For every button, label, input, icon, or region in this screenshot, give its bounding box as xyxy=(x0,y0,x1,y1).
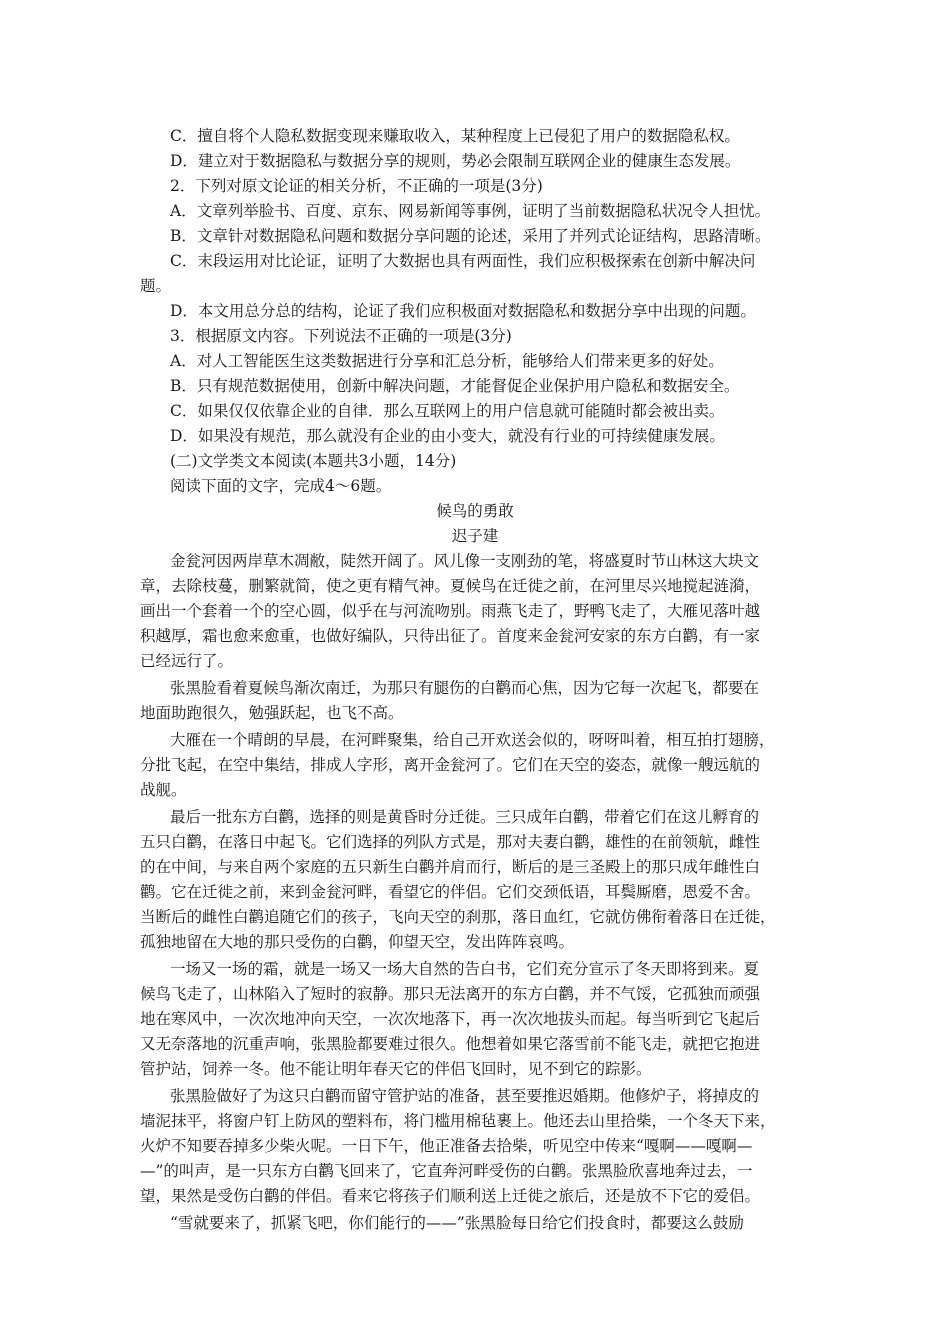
paragraph-line: 望，果然是受伤白鹳的伴侣。看来它将孩子们顺利送上迁徙之旅后，还是放不下它的爱侣。 xyxy=(140,1187,761,1205)
paragraph-line: 的在中间，与来自两个家庭的五只新生白鹳并肩而行，断后的是三圣殿上的那只成年雌性白 xyxy=(140,858,761,876)
article-title: 候鸟的勇敢 xyxy=(436,502,514,520)
paragraph-line: 候鸟飞走了，山林陷入了短时的寂静。那只无法离开的东方白鹳，并不气馁，它孤独而顽强 xyxy=(140,985,761,1003)
article-author: 迟子建 xyxy=(451,527,499,545)
paragraph-line: 五只白鹳，在落日中起飞。它们选择的列队方式是，那对夫妻白鹳，雄性的在前领航，雌性 xyxy=(140,833,761,851)
paragraph-line: 鹳。它在迁徙之前，来到金瓮河畔，看望它的伴侣。它们交颈低语，耳鬓厮磨，恩爱不舍。 xyxy=(140,883,761,901)
option-line: 题。 xyxy=(140,277,172,295)
paragraph-line: 张黑脸看着夏候鸟渐次南迁，为那只有腿伤的白鹳而心焦，因为它每一次起飞，都要在 xyxy=(170,679,760,697)
option-line: D．建立对于数据隐私与数据分享的规则，势必会限制互联网企业的健康生态发展。 xyxy=(170,152,741,170)
option-line: B．文章针对数据隐私问题和数据分享问题的论述，采用了并列式论证结构，思路清晰。 xyxy=(170,227,771,245)
question-line: 2．下列对原文论证的相关分析，不正确的一项是(3分) xyxy=(170,177,543,195)
paragraph-line: 画出一个套着一个的空心圆，似乎在与河流吻别。雨燕飞走了，野鸭飞走了，大雁见落叶越 xyxy=(140,602,761,620)
option-line: D．本文用总分总的结构，论证了我们应积极面对数据隐私和数据分享中出现的问题。 xyxy=(170,302,756,320)
paragraph-line: 火炉不知要吞掉多少柴火呢。一日下午，他正准备去拾柴，听见空中传来“嘎啊——嘎啊— xyxy=(140,1137,753,1155)
paragraph-line: 孤独地留在大地的那只受伤的白鹳，仰望天空，发出阵阵哀鸣。 xyxy=(140,933,575,951)
paragraph-line: 大雁在一个晴朗的早晨，在河畔聚集，给自己开欢送会似的，呀呀叫着，相互拍打翅膀， xyxy=(170,731,775,749)
paragraph-line: 分批飞起，在空中集结，排成人字形，离开金瓮河了。它们在天空的姿态，就像一艘远航的 xyxy=(140,756,761,774)
paragraph-line: 积越厚，霜也愈来愈重，也做好编队，只待出征了。首度来金瓮河安家的东方白鹳，有一家 xyxy=(140,627,761,645)
option-line: C．如果仅仅依靠企业的自律．那么互联网上的用户信息就可能随时都会被出卖。 xyxy=(170,402,725,420)
paragraph-line: 又无奈落地的沉重声响，张黑脸都要难过很久。他想着如果它落雪前不能飞走，就把它抱进 xyxy=(140,1035,761,1053)
option-line: C．末段运用对比论证，证明了大数据也具有两面性，我们应积极探索在创新中解决问 xyxy=(170,252,756,270)
question-line: 3．根据原文内容。下列说法不正确的一项是(3分) xyxy=(170,327,512,345)
option-line: B．只有规范数据使用，创新中解决问题，才能督促企业保护用户隐私和数据安全。 xyxy=(170,377,740,395)
paragraph-line: 地面助跑很久，勉强跃起，也飞不高。 xyxy=(140,704,404,722)
paragraph-line: 管护站，饲养一冬。他不能让明年春天它的伴侣飞回时，见不到它的踪影。 xyxy=(140,1060,652,1078)
paragraph-line: —”的叫声，是一只东方白鹳飞回来了，它直奔河畔受伤的白鹳。张黑脸欣喜地奔过去，一 xyxy=(140,1162,753,1180)
paragraph-line: 当断后的雌性白鹳追随它们的孩子，飞向天空的刹那，落日血红，它就仿佛衔着落日在迁徙， xyxy=(140,908,776,926)
paragraph-line: “雪就要来了，抓紧飞吧，你们能行的——”张黑脸每日给它们投食时，都要这么鼓励 xyxy=(170,1214,744,1232)
paragraph-line: 最后一批东方白鹳，选择的则是黄昏时分迁徙。三只成年白鹳，带着它们在这儿孵育的 xyxy=(170,808,760,826)
paragraph-line: 地在寒风中，一次次地冲向天空，一次次地落下，再一次次地拔头而起。每当听到它飞起后 xyxy=(140,1010,761,1028)
option-line: A．对人工智能医生这类数据进行分享和汇总分析，能够给人们带来更多的好处。 xyxy=(170,352,724,370)
paragraph-line: 墙泥抹平，将窗户钉上防风的塑料布，将门槛用棉毡裹上。他还去山里拾柴，一个冬天下来， xyxy=(140,1112,776,1130)
instruction-line: 阅读下面的文字，完成4～6题。 xyxy=(170,477,392,495)
paragraph-line: 一场又一场的霜，就是一场又一场大自然的告白书，它们充分宣示了冬天即将到来。夏 xyxy=(170,960,760,978)
paragraph-line: 章，去除枝蔓，删繁就简，使之更有精气神。夏候鸟在迁徙之前，在河里尽兴地搅起涟漪， xyxy=(140,577,761,595)
paragraph-line: 张黑脸做好了为这只白鹳而留守管护站的准备，甚至要推迟婚期。他修炉子，将掉皮的 xyxy=(170,1087,760,1105)
paragraph-line: 战舰。 xyxy=(140,781,187,799)
section-heading: (二)文学类文本阅读(本题共3小题，14分) xyxy=(170,452,457,470)
option-line: D．如果没有规范，那么就没有企业的由小变大，就没有行业的可持续健康发展。 xyxy=(170,427,725,445)
paragraph-line: 已经远行了。 xyxy=(140,652,234,670)
paragraph-line: 金瓮河因两岸草木凋敝，陡然开阔了。风儿像一支刚劲的笔，将盛夏时节山林这大块文 xyxy=(170,552,760,570)
option-line: A．文章列举脸书、百度、京东、网易新闻等事例，证明了当前数据隐私状况令人担忧。 xyxy=(170,202,771,220)
option-line: C．擅自将个人隐私数据变现来赚取收入，某种程度上已侵犯了用户的数据隐私权。 xyxy=(170,127,740,145)
